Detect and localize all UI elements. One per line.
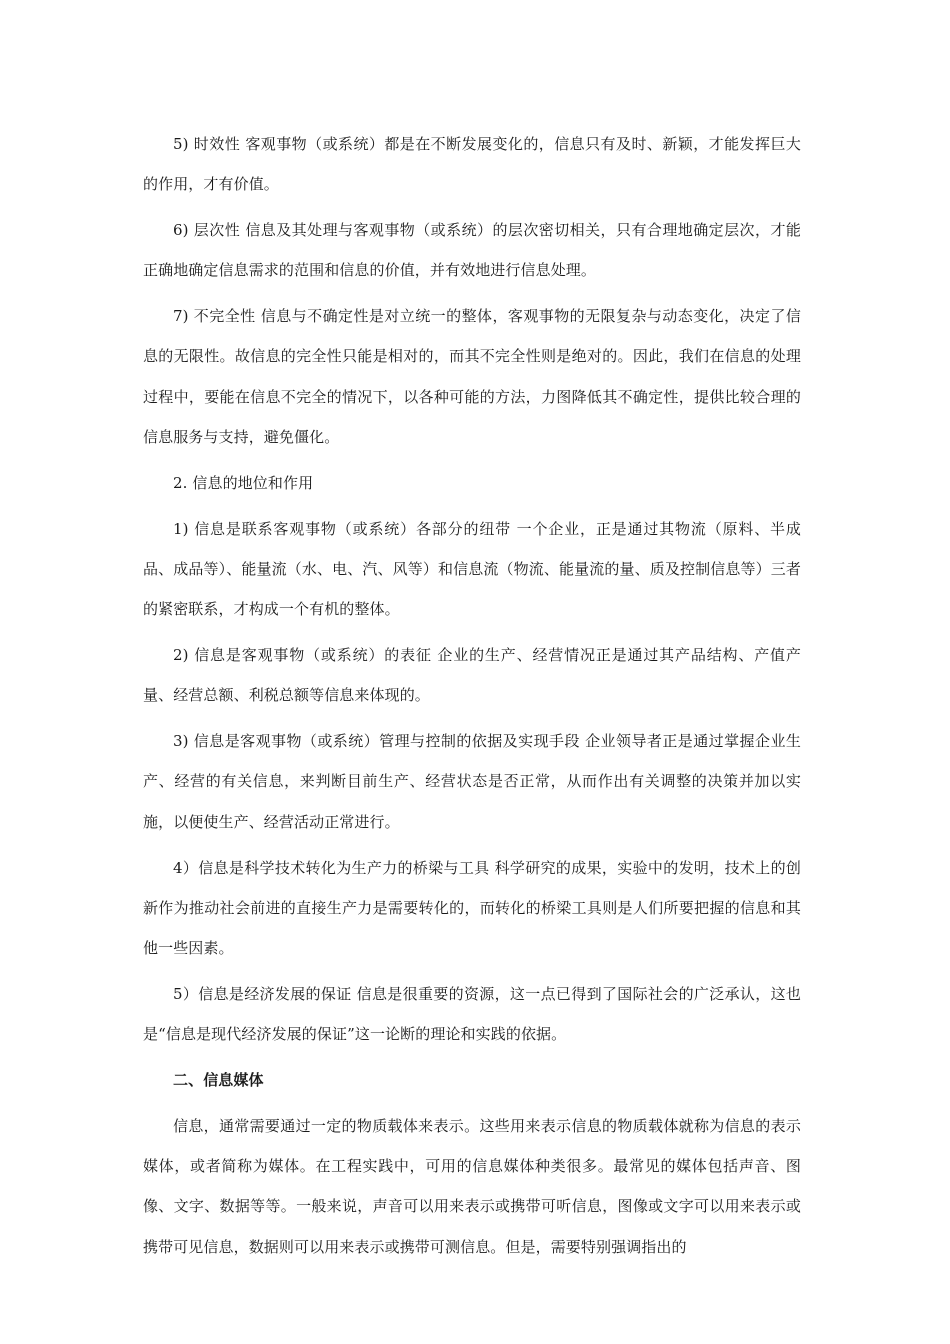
- paragraph-role-2: 2) 信息是客观事物（或系统）的表征 企业的生产、经营情况正是通过其产品结构、产值产量、经营总额、利税总额等信息来体现的。: [143, 646, 801, 705]
- paragraph-timeliness: 5) 时效性 客观事物（或系统）都是在不断发展变化的，信息只有及时、新颖，才能发挥巨大的作用，才有价值。: [143, 135, 801, 194]
- paragraph-incompleteness: 7) 不完全性 信息与不确定性是对立统一的整体，客观事物的无限复杂与动态变化，决定了信息的无限性。故信息的完全性只能是相对的，而其不完全性则是绝对的。因此，我们在信息的处理过程中，要能在信息不完全的情况下，以各种可能的方法，力图降低其不确定性，提供比较合理的信息服务与支持，避免僵化。: [143, 307, 801, 447]
- paragraph-role-5: 5）信息是经济发展的保证 信息是很重要的资源，这一点已得到了国际社会的广泛承认，这也是“信息是现代经济发展的保证”这一论断的理论和实践的依据。: [143, 984, 801, 1044]
- paragraph-hierarchy: 6) 层次性 信息及其处理与客观事物（或系统）的层次密切相关，只有合理地确定层次，才能正确地确定信息需求的范围和信息的价值，并有效地进行信息处理。: [143, 221, 801, 280]
- paragraph-role-4: 4）信息是科学技术转化为生产力的桥梁与工具 科学研究的成果，实验中的发明，技术上的创新作为推动社会前进的直接生产力是需要转化的，而转化的桥梁工具则是人们所要把握的信息和其他一些因素。: [143, 858, 801, 958]
- section-heading-information-media: 二、信息媒体: [173, 1071, 264, 1090]
- document-body: [143, 124, 801, 1273]
- subsection-title-role-of-information: 2. 信息的地位和作用: [173, 473, 314, 492]
- paragraph-role-3: 3) 信息是客观事物（或系统）管理与控制的依据及实现手段 企业领导者正是通过掌握企业生产、经营的有关信息，来判断目前生产、经营状态是否正常，从而作出有关调整的决策并加以实施，以便使生产、经营活动正常进行。: [143, 732, 801, 831]
- paragraph-media-intro: 信息，通常需要通过一定的物质载体来表示。这些用来表示信息的物质载体就称为信息的表示媒体，或者简称为媒体。在工程实践中，可用的信息媒体种类很多。最常见的媒体包括声音、图像、文字、数据等等。一般来说，声音可以用来表示或携带可听信息，图像或文字可以用来表示或携带可见信息，数据则可以用来表示或携带可测信息。但是，需要特别强调指出的: [143, 1116, 801, 1256]
- paragraph-role-1: 1) 信息是联系客观事物（或系统）各部分的纽带 一个企业，正是通过其物流（原料、半成品、成品等）、能量流（水、电、汽、风等）和信息流（物流、能量流的量、质及控制信息等）三者的紧密联系，才构成一个有机的整体。: [143, 519, 801, 619]
